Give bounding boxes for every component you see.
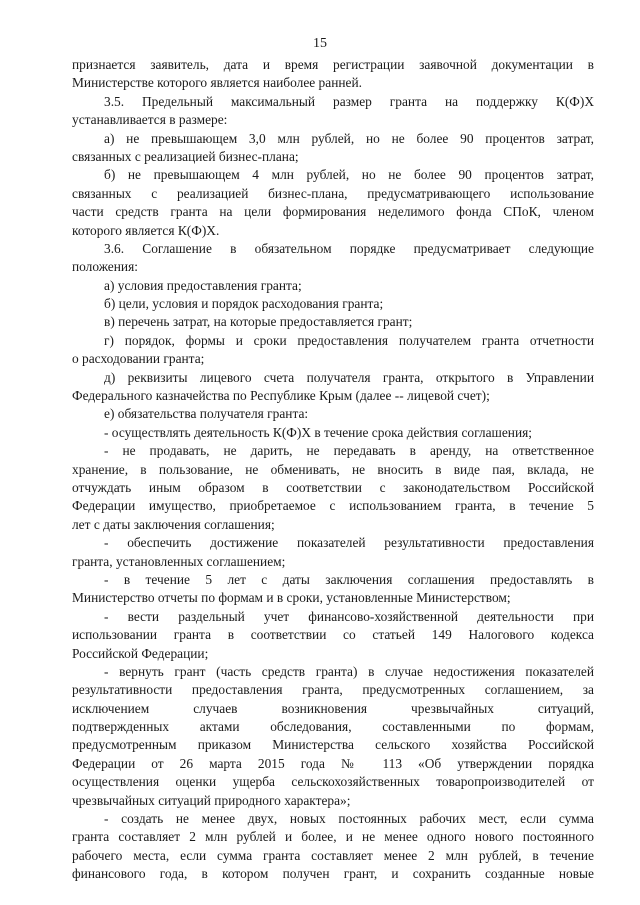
text-line: осуществления оценки ущерба сельскохозяйственных товаропроизводителей от: [72, 774, 594, 790]
text-line: финансового года, в котором получен грант, и сохранить созданные новые: [72, 866, 594, 882]
text-line: лет с даты заключения соглашения;: [72, 516, 275, 532]
text-line: - осуществлять деятельность К(Ф)Х в течение срока действия соглашения;: [104, 424, 532, 440]
text-line: е) обязательства получателя гранта:: [104, 406, 309, 422]
text-line: о расходовании гранта;: [72, 351, 205, 367]
text-line: устанавливается в размере:: [72, 112, 228, 128]
text-line: в) перечень затрат, на которые предоставляется грант;: [104, 314, 413, 330]
text-line: 3.5. Предельный максимальный размер гранта на поддержку К(Ф)Х: [104, 93, 594, 109]
text-line: а) условия предоставления гранта;: [104, 277, 302, 293]
text-line: подтвержденных актами обследования, составленными по формам,: [72, 719, 594, 735]
text-line: - создать не менее двух, новых постоянных рабочих мест, если сумма: [104, 811, 594, 827]
text-line: отчуждать иным образом в соответствии с законодательством Российской: [72, 479, 594, 495]
text-line: Российской Федерации;: [72, 645, 209, 661]
text-line: чрезвычайных ситуаций природного характера»;: [72, 792, 351, 808]
text-line: б) цели, условия и порядок расходования гранта;: [104, 296, 384, 312]
text-line: Министерство отчеты по формам и в сроки, установленные Министерством;: [72, 590, 511, 606]
document-body: [72, 56, 594, 884]
text-line: связанных с реализацией бизнес-плана, предусматривающего использование: [72, 185, 594, 201]
text-line: 3.6. Соглашение в обязательном порядке предусматривает следующие: [104, 240, 594, 256]
text-line: - вести раздельный учет финансово-хозяйственной деятельности при: [104, 608, 594, 624]
text-line: Федерального казначейства по Республике Крым (далее -- лицевой счет);: [72, 388, 490, 404]
text-line: Федерации от 26 марта 2015 года № 113 «Об утверждении порядка: [72, 755, 594, 771]
text-line: исключением случаев возникновения чрезвычайных ситуаций,: [72, 700, 594, 716]
text-line: положения:: [72, 259, 138, 275]
text-line: Федерации имущество, приобретаемое с использованием гранта, в течение 5: [72, 498, 594, 514]
text-line: гранта составляет 2 млн рублей и более, и не менее одного нового постоянного: [72, 829, 594, 845]
text-line: - в течение 5 лет с даты заключения соглашения предоставлять в: [104, 571, 594, 587]
text-line: которого является К(Ф)Х.: [72, 222, 220, 238]
text-line: результативности предоставления гранта, предусмотренных соглашением, за: [72, 682, 594, 698]
text-line: гранта, установленных соглашением;: [72, 553, 286, 569]
text-line: - вернуть грант (часть средств гранта) в случае недостижения показателей: [104, 663, 594, 679]
text-line: б) не превышающем 4 млн рублей, но не более 90 процентов затрат,: [104, 167, 594, 183]
page-number: 15: [313, 36, 327, 51]
text-line: Министерстве которого является наиболее ранней.: [72, 75, 362, 91]
text-line: г) порядок, формы и сроки предоставления получателем гранта отчетности: [104, 332, 594, 348]
text-line: предусмотренным приказом Министерства сельского хозяйства Российской: [72, 737, 594, 753]
text-line: использовании гранта в соответствии со статьей 149 Налогового кодекса: [72, 627, 594, 643]
text-line: - не продавать, не дарить, не передавать в аренду, на ответственное: [104, 443, 594, 459]
text-line: хранение, в пользование, не обменивать, не вносить в виде пая, вклада, не: [72, 461, 594, 477]
text-line: а) не превышающем 3,0 млн рублей, но не более 90 процентов затрат,: [104, 130, 594, 146]
text-line: признается заявитель, дата и время регистрации заявочной документации в: [72, 57, 594, 72]
text-line: связанных с реализацией бизнес-плана;: [72, 148, 299, 164]
text-line: части средств гранта на цели формирования неделимого фонда СПоК, членом: [72, 204, 594, 220]
text-line: - обеспечить достижение показателей результативности предоставления: [104, 535, 594, 551]
text-line: рабочего места, если сумма гранта составляет менее 2 млн рублей, в течение: [72, 847, 594, 863]
text-line: д) реквизиты лицевого счета получателя гранта, открытого в Управлении: [104, 369, 594, 385]
